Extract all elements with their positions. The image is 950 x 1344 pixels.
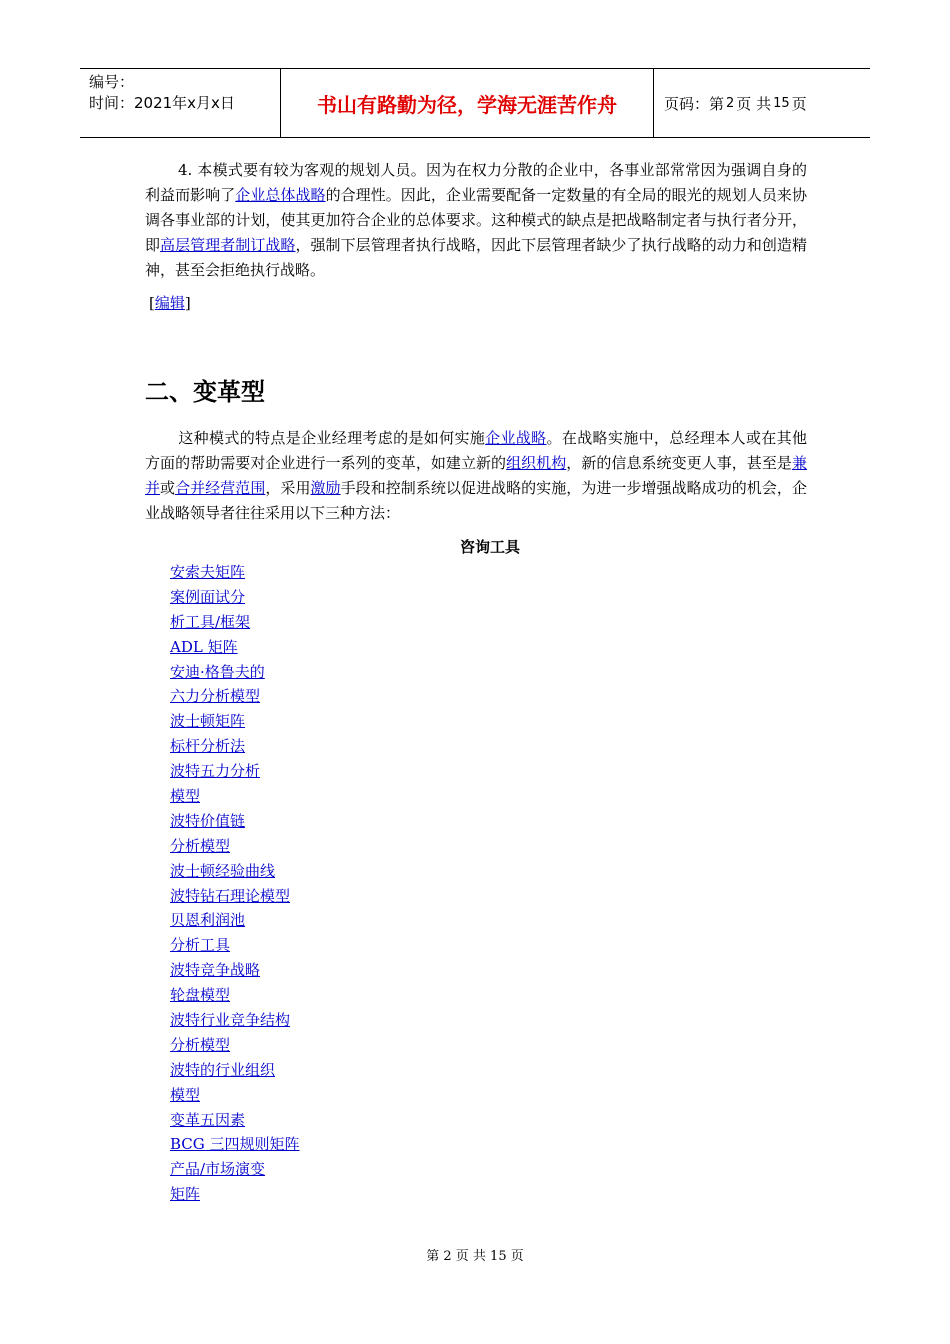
tool-link[interactable]: 分析模型 (170, 836, 231, 855)
tool-link[interactable]: 波士顿经验曲线 (170, 861, 276, 880)
tool-link[interactable]: 标杆分析法 (170, 737, 246, 756)
list-item (170, 759, 300, 784)
tool-link[interactable]: BCG 三四规则矩阵 (170, 1135, 300, 1154)
tool-link[interactable]: 变革五因素 (170, 1110, 246, 1129)
time-label: 时间：2021年x月x日 (89, 94, 235, 112)
tool-link[interactable]: 安索夫矩阵 (170, 563, 246, 581)
tool-link[interactable]: 波特行业竞争结构 (170, 1011, 291, 1030)
link-incentive[interactable]: 激励 (310, 479, 341, 497)
tool-link[interactable]: 六力分析模型 (170, 687, 261, 706)
tool-link[interactable]: 波特价值链 (170, 811, 246, 830)
tool-link[interactable]: 模型 (170, 1085, 201, 1104)
list-item (170, 958, 300, 983)
list-item (170, 709, 300, 734)
list-item (170, 1157, 300, 1182)
tools-title: 咨询工具 (459, 538, 520, 556)
section-heading: 二、变革型 (145, 378, 265, 406)
tool-link[interactable]: 贝恩利润池 (170, 911, 246, 930)
list-item (170, 660, 300, 685)
tool-link[interactable]: 分析工具 (170, 936, 231, 955)
tool-link[interactable]: 波特的行业组织 (170, 1060, 276, 1079)
list-item (170, 809, 300, 834)
paragraph-planning-staff (145, 158, 807, 283)
list-item (170, 784, 300, 809)
edit-bracket-open: [ (149, 294, 155, 312)
edit-link[interactable]: 编辑 (154, 294, 185, 312)
page-mid: 页 共 (736, 94, 772, 113)
tool-link[interactable]: 波特钻石理论模型 (170, 886, 291, 905)
tool-link[interactable]: 轮盘模型 (170, 986, 231, 1005)
list-item (170, 884, 300, 909)
page-footer: 第 2 页 共 15 页 (426, 1249, 524, 1264)
header-motto: 书山有路勤为径，学海无涯苦作舟 (281, 69, 654, 137)
list-item (170, 610, 300, 635)
link-enterprise-strategy[interactable]: 企业战略 (485, 429, 547, 447)
link-business-scope[interactable]: 合并经营范围 (175, 479, 266, 497)
link-organization[interactable]: 组织机构 (506, 454, 567, 472)
tool-link[interactable]: 分析模型 (170, 1035, 231, 1054)
list-item (170, 585, 300, 610)
para2-text-5: ，采用 (265, 479, 311, 497)
tool-link[interactable]: 案例面试分 (170, 587, 246, 606)
edit-bracket-close: ] (184, 294, 191, 312)
para1-text-3: ，强制下层管理者执行战略，因此下层管理者缺少了执行战略的动力和创造精神，甚至会拒绝执行战略。 (145, 236, 807, 279)
header-page-info (654, 69, 870, 137)
tool-link[interactable]: 波特竞争战略 (170, 961, 261, 980)
list-item (170, 983, 300, 1008)
list-item (170, 684, 300, 709)
list-item (170, 1058, 300, 1083)
para1-text-2: 的合理性。因此，企业需要配备一定数量的有全局的眼光的规划人员来协调各事业部的计划，使其更加符合企业的总体要求。这种模式的缺点是把战略制定者与执行者分开，即 (145, 186, 807, 254)
list-item (170, 908, 300, 933)
list-item (170, 635, 300, 660)
para2-text-4: 或 (160, 479, 176, 497)
header-meta (80, 69, 281, 137)
link-top-management-strategy[interactable]: 高层管理者制订战略 (160, 236, 296, 254)
link-merger[interactable]: 兼并 (145, 454, 807, 497)
page-prefix: 页码：第 (664, 94, 725, 113)
list-item (170, 734, 300, 759)
list-item (170, 834, 300, 859)
list-item (170, 1083, 300, 1108)
tool-link[interactable]: 析工具/框架 (170, 612, 251, 631)
list-item (170, 859, 300, 884)
tool-link[interactable]: 产品/市场演变 (170, 1160, 266, 1179)
para2-text-3: ，新的信息系统变更人事，甚至是 (566, 454, 792, 472)
para2-text-2: 。在战略实施中，总经理本人或在其他方面的帮助需要对企业进行一系列的变革，如建立新的 (145, 429, 807, 472)
list-item (170, 1182, 300, 1207)
tool-link[interactable]: 模型 (170, 787, 201, 806)
tool-link[interactable]: 安迪·格鲁夫的 (170, 662, 265, 681)
page-suffix: 页 (791, 94, 807, 113)
link-corporate-strategy[interactable]: 企业总体战略 (235, 186, 326, 204)
list-item (170, 1033, 300, 1058)
edit-section (149, 291, 191, 316)
tool-link[interactable]: ADL 矩阵 (170, 637, 238, 656)
para2-text-1: 这种模式的特点是企业经理考虑的是如何实施 (178, 429, 486, 447)
tool-link[interactable]: 波特五力分析 (170, 762, 261, 781)
para1-text-1: 4. 本模式要有较为客观的规划人员。因为在权力分散的企业中，各事业部常常因为强调自身的利益而影响了 (145, 161, 807, 204)
tools-list (170, 560, 300, 1207)
page-total: 15 (773, 95, 790, 111)
para2-text-6: 手段和控制系统以促进战略的实施，为进一步增强战略成功的机会，企业战略领导者往往采用以下三种方法： (145, 479, 807, 522)
serial-label: 编号： (89, 73, 135, 91)
page-current: 2 (726, 95, 735, 111)
list-item (170, 1132, 300, 1157)
tool-link[interactable]: 波士顿矩阵 (170, 712, 246, 731)
page-header (80, 68, 870, 138)
list-item (170, 933, 300, 958)
paragraph-transformational (145, 426, 807, 526)
tool-link[interactable]: 矩阵 (170, 1185, 201, 1204)
list-item (170, 560, 300, 585)
list-item (170, 1008, 300, 1033)
list-item (170, 1108, 300, 1133)
